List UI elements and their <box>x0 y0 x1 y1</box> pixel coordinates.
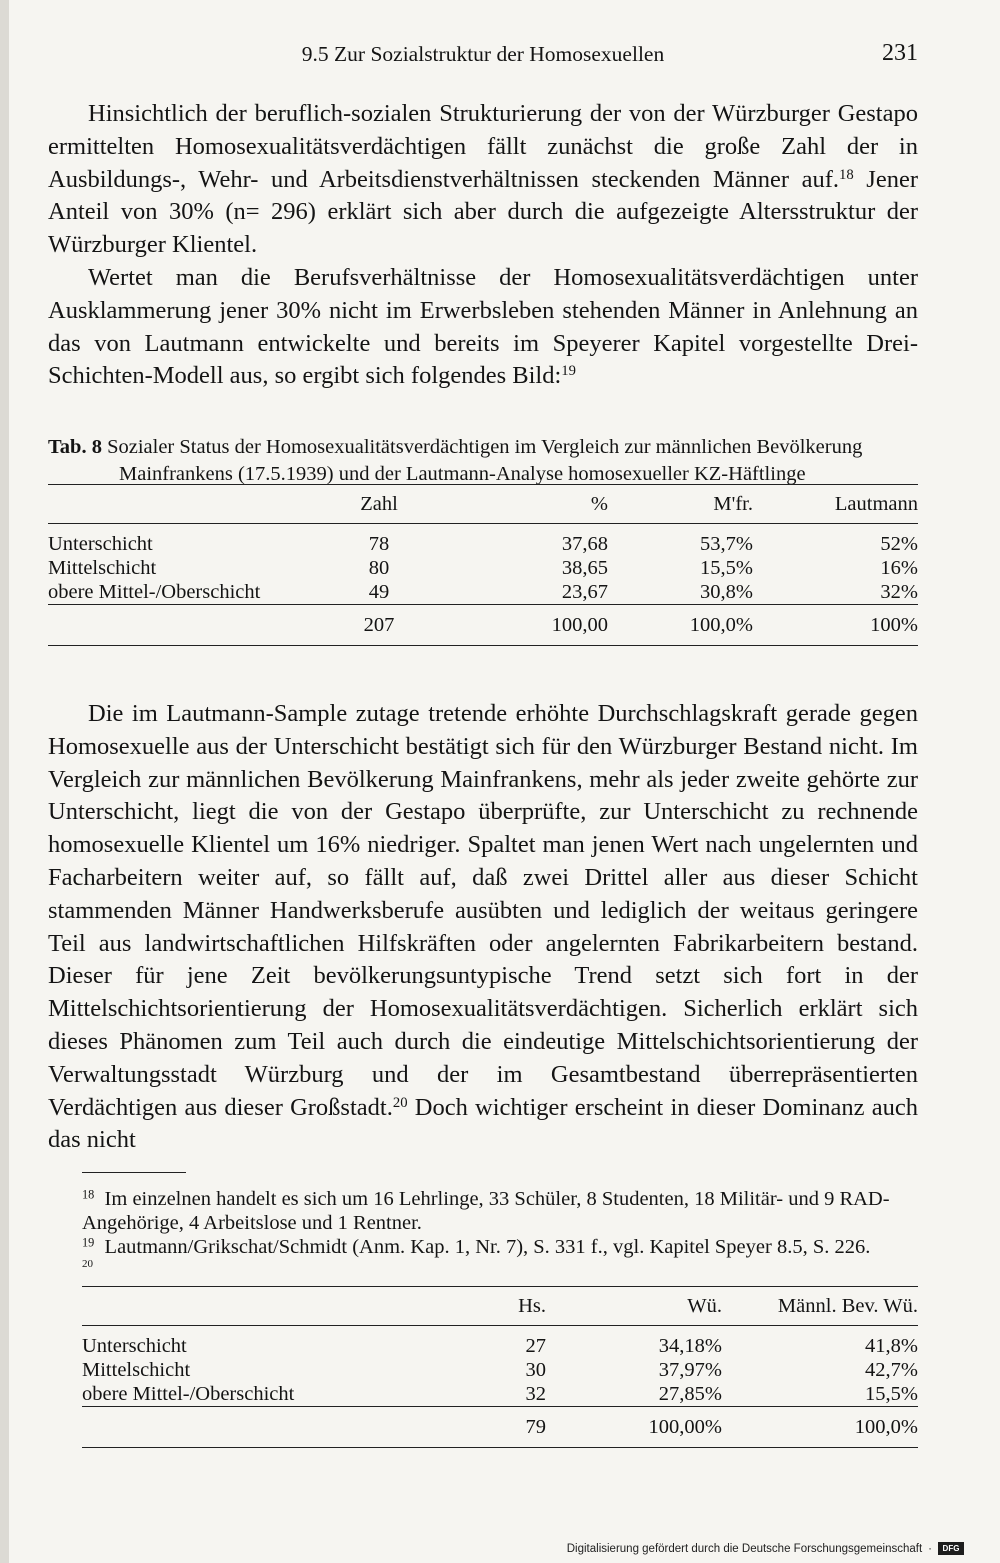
paragraph-1 <box>48 98 918 262</box>
table-header-cell: Wü. <box>687 1294 722 1317</box>
table-cell: 30 <box>525 1358 546 1381</box>
footnote-18 <box>82 1187 918 1235</box>
table-cell: 78 <box>368 532 390 555</box>
footnote-18-number: 18 <box>82 1187 95 1202</box>
table-cell: 100,00 <box>551 613 608 636</box>
table-header-cell: Männl. Bev. Wü. <box>777 1294 918 1317</box>
table-row <box>48 524 918 557</box>
page-number: 231 <box>882 40 918 66</box>
table-cell: 38,65 <box>561 556 608 579</box>
table-row <box>48 556 918 580</box>
table-cell: 80 <box>368 556 390 579</box>
footnote-19-number: 19 <box>82 1235 95 1250</box>
dfg-logo-icon: DFG <box>938 1542 964 1555</box>
table-cell: 41,8% <box>865 1334 918 1357</box>
paragraph-3-text-cont: Doch wichtiger erscheint in dieser Dominanz auch das nicht <box>48 1093 918 1154</box>
table-8-header-cell: Lautmann <box>834 492 918 515</box>
table-cell: 23,67 <box>561 580 608 603</box>
table-cell: 100% <box>870 613 918 636</box>
table-8-header-cell: % <box>590 492 608 515</box>
table-row <box>82 1382 918 1407</box>
table-cell: 27 <box>525 1334 546 1357</box>
table-cell: obere Mittel-/Oberschicht <box>82 1382 295 1405</box>
table-8-header-row <box>48 485 918 524</box>
table-total-row <box>48 605 918 646</box>
table-8 <box>48 484 918 646</box>
table-8-caption-line1: Sozialer Status der Homosexualitätsverdächtigen im Vergleich zur männlichen Bevölkerung <box>107 436 863 458</box>
table-cell: 100,0% <box>689 613 753 636</box>
digitization-credit <box>567 1542 964 1555</box>
footnote-ref-20: 20 <box>392 1094 408 1111</box>
paragraph-3 <box>48 698 918 1157</box>
table-row <box>82 1358 918 1382</box>
digitization-credit-text: Digitalisierung gefördert durch die Deutsche Forschungsgemeinschaft <box>566 1542 923 1555</box>
table-cell: obere Mittel-/Oberschicht <box>48 580 261 603</box>
table-cell: 207 <box>363 613 395 636</box>
table-cell: Mittelschicht <box>48 556 157 579</box>
table-8-header-cell <box>48 485 334 524</box>
paragraph-2-text: Wertet man die Berufsverhältnisse der Homosexualitätsverdächtigen unter Ausklammerung jener 30% nicht im Erwerbsleben stehenden Männer in Anlehnung an das von Lautmann entwickelte und bereits im Speyerer Kapitel vorgestellte Drei-Schichten-Modell aus, so ergibt sich folgendes Bild: <box>48 263 918 390</box>
table-cell: 37,68 <box>561 532 608 555</box>
table-8-caption-line2: Mainfrankens (17.5.1939) und der Lautmann-Analyse homosexueller KZ-Häftlinge <box>119 463 806 485</box>
table-cell: 15,5% <box>700 556 753 579</box>
table-header-cell: Hs. <box>518 1294 546 1317</box>
table-cell: 100,00% <box>648 1415 722 1438</box>
table-cell: 49 <box>368 580 390 603</box>
table-cell: 27,85% <box>658 1382 722 1405</box>
table-cell: 42,7% <box>865 1358 918 1381</box>
page-edge <box>0 0 9 1563</box>
separator-dot: · <box>928 1542 932 1555</box>
table-cell: 100,0% <box>854 1415 918 1438</box>
table-cell: 30,8% <box>700 580 753 603</box>
running-header <box>48 38 918 72</box>
table-8-caption <box>48 434 918 488</box>
footnote-19 <box>82 1235 918 1259</box>
table-cell: Unterschicht <box>48 532 153 555</box>
table-8-header-cell: M'fr. <box>713 492 753 515</box>
table-cell: 16% <box>880 556 918 579</box>
table-8-label: Tab. 8 <box>48 436 102 458</box>
table-cell: 32% <box>880 580 918 603</box>
footnote-rule <box>82 1172 186 1173</box>
footnote-ref-19: 19 <box>561 363 576 380</box>
paragraph-1-text: Hinsichtlich der beruflich-sozialen Strukturierung der von der Würzburger Gestapo ermittelten Homosexualitätsverdächtigen fällt zunächst die große Zahl der in Ausbildungs-, Wehr- und Arbeitsdienstverhältnissen steckenden Männer auf. <box>48 100 918 193</box>
paragraph-1-text-cont: Jener Anteil von 30% (n= 296) erklärt sich aber durch die aufgezeigte Altersstruktur der Würzburger Klientel. <box>48 165 918 259</box>
main-paragraphs <box>48 698 918 1157</box>
table-cell: 52% <box>880 532 918 555</box>
footnote-18-text: Im einzelnen handelt es sich um 16 Lehrlinge, 33 Schüler, 8 Studenten, 18 Militär- und 9 RAD-Angehörige, 4 Arbeitslose und 1 Rentner. <box>82 1188 890 1234</box>
footnote-20-number: 20 <box>82 1258 93 1270</box>
table-cell: Mittelschicht <box>82 1358 191 1381</box>
paragraph-3-text: Die im Lautmann-Sample zutage tretende erhöhte Durchschlagskraft gerade gegen Homosexuelle aus der Unterschicht bestätigt sich für den Würzburger Bestand nicht. Im Vergleich zur männlichen Bevölkerung Mainfrankens, mehr als jeder zweite gehörte zur Unterschicht, liegt die von der Gestapo überprüfte, zur Unterschicht zu rechnende homosexuelle Klientel um 16% niedriger. Spaltet man jenen Wert nach ungelernten und Facharbeitern weiter auf, so fällt auf, daß zwei Drittel aller aus dieser Schicht stammenden Männer Handwerksberufe ausübten und lediglich der weitaus geringere Teil aus landwirtschaftlichen Hilfskräften oder angelernten Fabrikarbeitern bestand. Dieser für jene Zeit bevölkerungsuntypische Trend setzt sich fort in der Mittelschichtsorientierung der Homosexualitätsverdächtigen. Sicherlich erklärt sich dieses Phänomen zum Teil auch durch die eindeutige Mittelschichtsorientierung der Verwaltungsstadt Würzburg und der im Gesamtbestand überrepräsentierten Verdächtigen aus dieser Großstadt. <box>48 700 918 1121</box>
intro-paragraphs <box>48 98 918 393</box>
table-cell: 53,7% <box>700 532 753 555</box>
table-row <box>82 1326 918 1359</box>
table-header-cell <box>82 1287 446 1326</box>
paragraph-2 <box>48 262 918 393</box>
table-cell <box>48 605 334 646</box>
table-header-row <box>82 1287 918 1326</box>
footnote-ref-18: 18 <box>839 166 854 183</box>
table-cell: 37,97% <box>658 1358 722 1381</box>
table-cell: 15,5% <box>865 1382 918 1405</box>
footnote-20 <box>82 1258 918 1270</box>
table-cell: Unterschicht <box>82 1334 187 1357</box>
running-title: 9.5 Zur Sozialstruktur der Homosexuellen <box>301 42 665 66</box>
table-total-row <box>82 1407 918 1448</box>
table-8-header-cell: Zahl <box>360 492 398 515</box>
table-cell: 32 <box>525 1382 546 1405</box>
footnote-19-text: Lautmann/Grikschat/Schmidt (Anm. Kap. 1, Nr. 7), S. 331 f., vgl. Kapitel Speyer 8.5, S. 226. <box>104 1236 871 1258</box>
table-row <box>48 580 918 605</box>
footnote-20-table <box>82 1286 918 1448</box>
table-cell: 79 <box>525 1415 546 1438</box>
table-cell: 34,18% <box>658 1334 722 1357</box>
table-cell <box>82 1407 446 1448</box>
